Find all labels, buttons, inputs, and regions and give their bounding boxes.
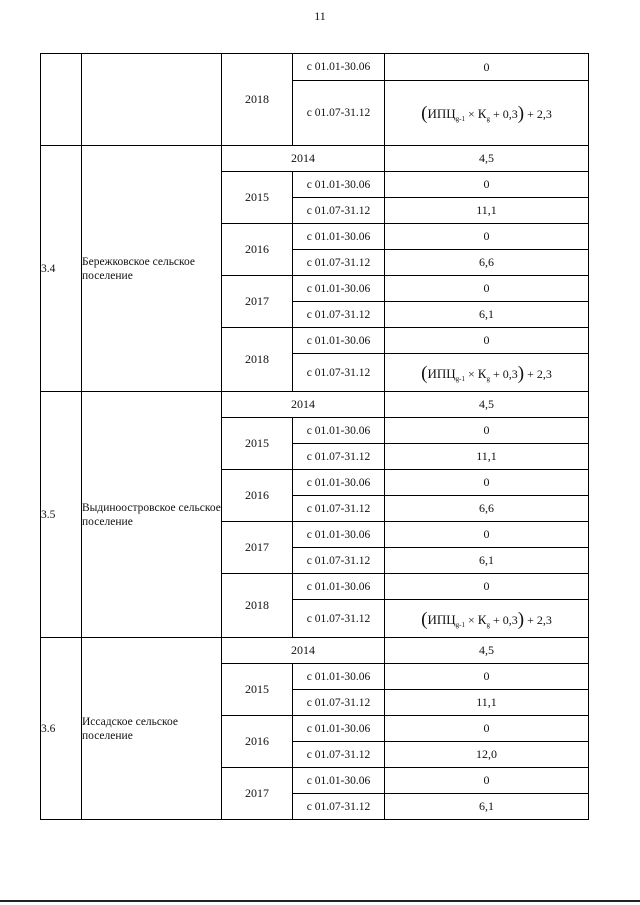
period-cell: с 01.07-31.12 [293, 444, 385, 470]
period-cell: с 01.07-31.12 [293, 250, 385, 276]
page-number: 11 [314, 9, 326, 23]
period-cell: с 01.07-31.12 [293, 690, 385, 716]
period-cell: с 01.07-31.12 [293, 794, 385, 820]
year-cell: 2017 [222, 522, 293, 574]
value-cell: 12,0 [385, 742, 589, 768]
row-number: 3.4 [41, 146, 82, 392]
value-cell: 0 [385, 470, 589, 496]
period-cell: с 01.07-31.12 [293, 496, 385, 522]
period-cell: с 01.01-30.06 [293, 768, 385, 794]
row-number [41, 54, 82, 146]
year-cell: 2014 [222, 146, 385, 172]
year-cell: 2016 [222, 224, 293, 276]
year-cell: 2015 [222, 664, 293, 716]
period-cell: с 01.01-30.06 [293, 224, 385, 250]
period-cell: с 01.01-30.06 [293, 328, 385, 354]
period-cell: с 01.01-30.06 [293, 418, 385, 444]
formula-cell [385, 354, 589, 392]
year-cell: 2015 [222, 172, 293, 224]
year-cell: 2017 [222, 768, 293, 820]
formula-cell [385, 600, 589, 638]
table-row [41, 392, 589, 418]
tariff-table [40, 53, 589, 820]
period-cell: с 01.07-31.12 [293, 742, 385, 768]
value-cell: 11,1 [385, 690, 589, 716]
table-row [41, 638, 589, 664]
value-cell: 0 [385, 574, 589, 600]
period-cell: с 01.07-31.12 [293, 198, 385, 224]
table-row [41, 54, 589, 81]
formula-cell [385, 81, 589, 146]
period-cell: с 01.01-30.06 [293, 716, 385, 742]
year-cell: 2018 [222, 574, 293, 638]
value-cell: 6,1 [385, 302, 589, 328]
period-cell: с 01.01-30.06 [293, 276, 385, 302]
value-cell: 0 [385, 224, 589, 250]
value-cell: 4,5 [385, 146, 589, 172]
value-cell: 0 [385, 418, 589, 444]
value-cell: 0 [385, 768, 589, 794]
period-cell: с 01.01-30.06 [293, 54, 385, 81]
value-cell: 11,1 [385, 198, 589, 224]
year-cell: 2018 [222, 328, 293, 392]
period-cell: с 01.07-31.12 [293, 600, 385, 638]
formula: $(ИПЦ_{g-1} \times К_g + 0,3) + 2,3$ [421, 103, 552, 124]
formula: $(ИПЦ_{g-1} \times К_g + 0,3) + 2,3$ [421, 608, 552, 630]
value-cell: 4,5 [385, 392, 589, 418]
value-cell: 0 [385, 172, 589, 198]
settlement-name: Иссадское сельское поселение [82, 638, 222, 820]
year-cell: 2014 [222, 392, 385, 418]
period-cell: с 01.01-30.06 [293, 470, 385, 496]
year-cell: 2015 [222, 418, 293, 470]
value-cell: 0 [385, 522, 589, 548]
period-cell: с 01.07-31.12 [293, 81, 385, 146]
value-cell: 0 [385, 54, 589, 81]
formula: $(ИПЦ_{g-1} \times К_g + 0,3) + 2,3$ [421, 362, 552, 384]
value-cell: 0 [385, 716, 589, 742]
value-cell: 6,1 [385, 548, 589, 574]
period-cell: с 01.01-30.06 [293, 574, 385, 600]
value-cell: 0 [385, 328, 589, 354]
value-cell: 0 [385, 664, 589, 690]
value-cell: 4,5 [385, 638, 589, 664]
period-cell: с 01.01-30.06 [293, 172, 385, 198]
row-number: 3.6 [41, 638, 82, 820]
year-cell: 2017 [222, 276, 293, 328]
year-cell: 2016 [222, 470, 293, 522]
settlement-name: Выдиноостровское сельское поселение [82, 392, 222, 638]
value-cell: 0 [385, 276, 589, 302]
period-cell: с 01.01-30.06 [293, 522, 385, 548]
row-number: 3.5 [41, 392, 82, 638]
settlement-name: Бережковское сельское поселение [82, 146, 222, 392]
year-cell: 2018 [222, 54, 293, 146]
period-cell: с 01.01-30.06 [293, 664, 385, 690]
value-cell: 6,6 [385, 496, 589, 522]
period-cell: с 01.07-31.12 [293, 548, 385, 574]
settlement-name [82, 54, 222, 146]
value-cell: 6,1 [385, 794, 589, 820]
period-cell: с 01.07-31.12 [293, 302, 385, 328]
year-cell: 2014 [222, 638, 385, 664]
table-row [41, 146, 589, 172]
value-cell: 6,6 [385, 250, 589, 276]
scan-edge-rule [0, 900, 640, 902]
period-cell: с 01.07-31.12 [293, 354, 385, 392]
year-cell: 2016 [222, 716, 293, 768]
value-cell: 11,1 [385, 444, 589, 470]
